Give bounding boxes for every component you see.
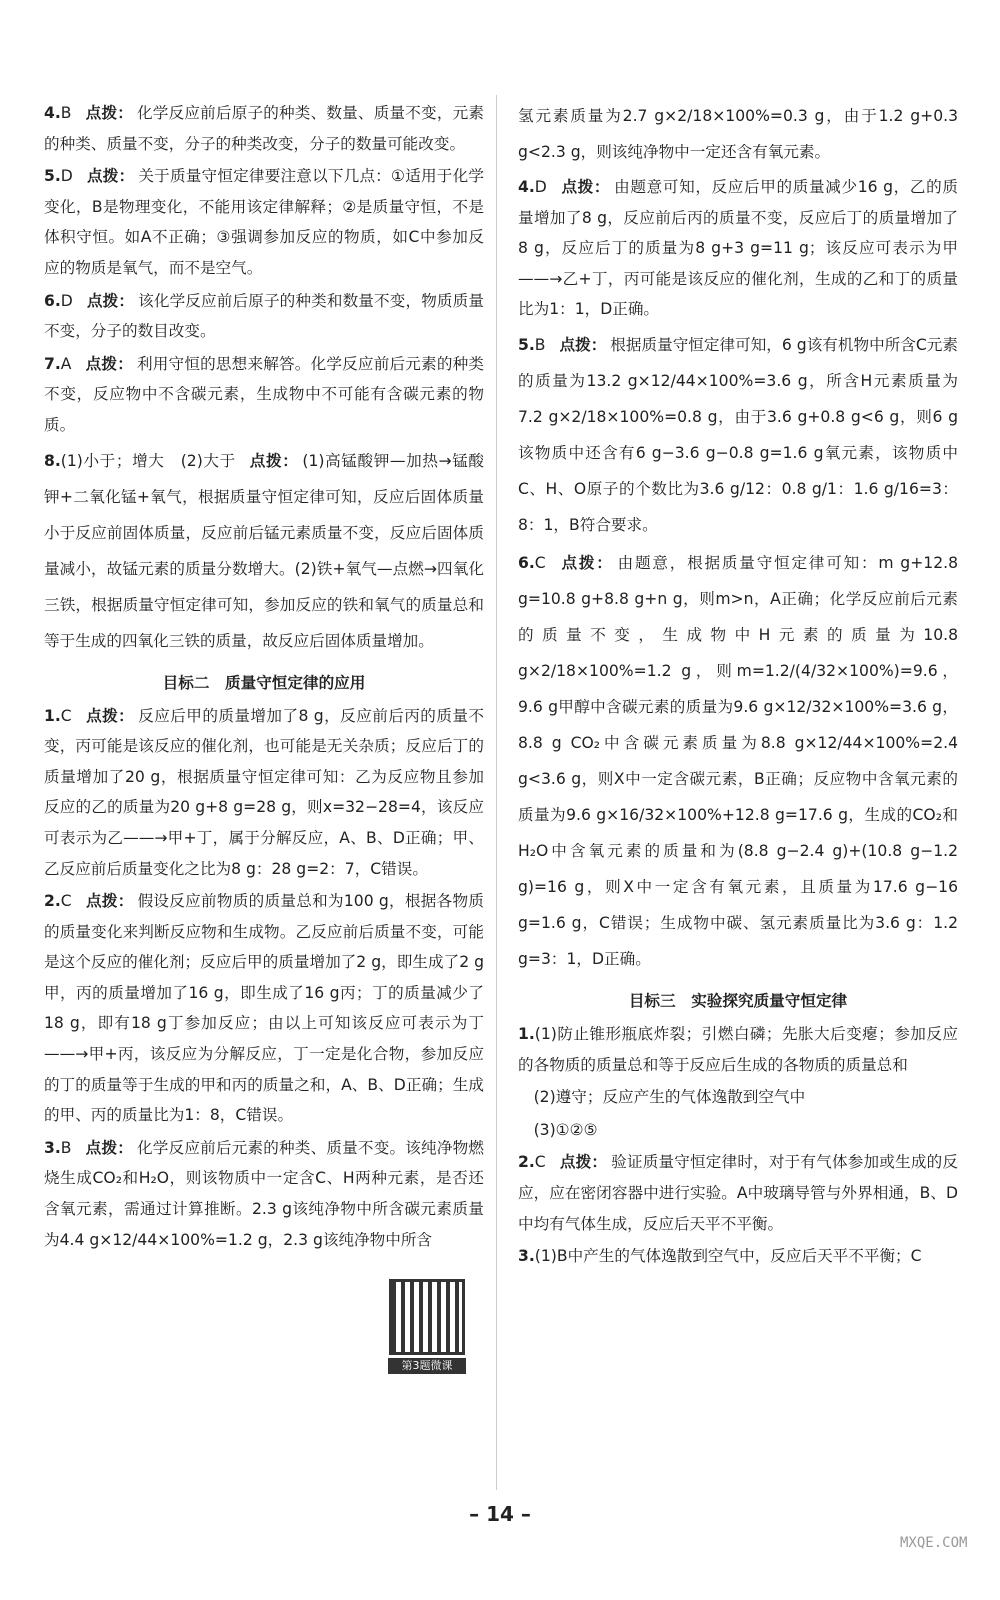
tip-label: 点拨： — [559, 1153, 608, 1172]
answer-item-s2-4 — [518, 172, 958, 325]
item-text: (3)①②⑤ — [533, 1120, 598, 1139]
item-answer: B — [60, 1138, 72, 1157]
answer-item-s2-2 — [44, 886, 484, 1131]
item-answer: B — [534, 335, 546, 354]
answer-item-s2-3 — [44, 1133, 484, 1255]
item-number: 1. — [518, 1024, 535, 1043]
item-number: 6. — [44, 291, 61, 310]
qr-label: 第3题微课 — [388, 1358, 466, 1374]
answer-item-s2-1 — [44, 701, 484, 885]
item-answer: (1)小于；增大 (2)大于 — [60, 451, 236, 470]
answer-item-s2-5 — [518, 327, 958, 543]
item-text: (1)防止锥形瓶底炸裂；引燃白磷；先胀大后变瘪；参加反应的各物质的质量总和等于反应后生成的各物质的质量总和 — [518, 1024, 958, 1074]
item-text: 该化学反应前后原子的种类和数量不变，物质质量不变，分子的数目改变。 — [44, 291, 484, 341]
tip-label: 点拨： — [249, 451, 299, 470]
answer-item-s2-3-cont — [518, 98, 958, 170]
item-text: 化学反应前后元素的种类、质量不变。该纯净物燃烧生成CO₂和H₂O，则该物质中一定含C、H两种元素，是否还含氧元素，需通过计算推断。2.3 g该纯净物中所含碳元素质量为4.4 g×12/44×100%=1.2 g，2.3 g该纯净物中所含 — [44, 1138, 484, 1249]
item-text: (1)B中产生的气体逸散到空气中，反应后天平不平衡；C — [534, 1247, 922, 1266]
item-text: 根据质量守恒定律可知，6 g该有机物中所含C元素的质量为13.2 g×12/44×100%=3.6 g，所含H元素质量为7.2 g×2/18×100%=0.8 g，由于3.6 g+0.8 g<6 g，则6 g该物质中还含有6 g−3.6 g−0.8 g=1.6 g氧元素，该物质中C、H、O原子的个数比为3.6 g/12：0.8 g/1：1.6 g/16=3：8：1，B符合要求。 — [518, 335, 958, 534]
item-number: 5. — [518, 335, 535, 354]
answer-item-4 — [44, 98, 484, 159]
watermark: MXQE.COM — [900, 1535, 968, 1551]
item-text: 由题意，根据质量守恒定律可知：m g+12.8 g=10.8 g+8.8 g+n g，则m>n，A正确；化学反应前后元素的质量不变，生成物中H元素的质量为10.8 g×2/18×100%=1.2 g，则m=1.2/(4/32×100%)=9.6，9.6 g甲醇中含碳元素的质量为9.6 g×12/32×100%=3.6 g，8.8 g CO₂中含碳元素质量为8.8 g×12/44×100%=2.4 g<3.6 g，则X中一定含碳元素，B正确；反应物中含氧元素的质量为9.6 g×16/32×100%+12.8 g=17.6 g，生成的CO₂和H₂O中含氧元素的质量和为(8.8 g−2.4 g)+(10.8 g−1.2 g)=16 g，则X中一定含有氧元素，且质量为17.6 g−16 g=1.6 g，C错误；生成物中碳、氢元素质量比为3.6 g：1.2 g=3：1，D正确。 — [518, 553, 958, 968]
item-answer: D — [60, 167, 73, 186]
item-text: 利用守恒的思想来解答。化学反应前后元素的种类不变，反应物中不含碳元素，生成物中不可能有含碳元素的物质。 — [44, 354, 484, 434]
item-answer: A — [60, 354, 72, 373]
item-text: 假设反应前物质的质量总和为100 g，根据各物质的质量变化来判断反应物和生成物。乙反应前后质量不变，可能是这个反应的催化剂；反应后甲的质量增加了2 g，即生成了2 g甲，丙的质量增加了16 g，即生成了16 g丙；丁的质量减少了18 g，即有18 g丁参加反应；由以上可知该反应可表示为丁——→甲+丙，该反应为分解反应，丁一定是化合物，参加反应的丁的质量等于生成的甲和丙的质量之和，A、B、D正确；生成的甲、丙的质量比为1：8，C错误。 — [44, 892, 484, 1125]
item-text: 关于质量守恒定律要注意以下几点：①适用于化学变化，B是物理变化，不能用该定律解释；②是质量守恒，不是体积守恒。如A不正确；③强调参加反应的物质，如C中参加反应的物质是氧气，而不是空气。 — [44, 167, 484, 277]
item-answer: D — [60, 291, 73, 310]
item-text: (1)高锰酸钾—加热→锰酸钾+二氧化锰+氧气，根据质量守恒定律可知，反应后固体质量小于反应前固体质量，反应前后锰元素质量不变，反应后固体质量减小，故锰元素的质量分数增大。(2)铁+氧气—点燃→四氧化三铁，根据质量守恒定律可知，参加反应的铁和氧气的质量总和等于生成的四氧化三铁的质量，故反应后固体质量增加。 — [44, 451, 484, 650]
qr-code[interactable] — [384, 1279, 470, 1375]
item-number: 2. — [44, 892, 61, 911]
section-heading-3: 目标三 实验探究质量守恒定律 — [628, 991, 848, 1010]
item-number: 4. — [44, 104, 61, 122]
item-number: 5. — [44, 167, 61, 186]
item-text: 验证质量守恒定律时，对于有气体参加或生成的反应，应在密闭容器中进行实验。A中玻璃导管与外界相通，B、D中均有气体生成，反应后天平不平衡。 — [518, 1153, 958, 1233]
item-number: 4. — [518, 178, 535, 196]
left-column — [44, 98, 484, 1255]
item-answer: C — [534, 553, 546, 572]
item-text: 氢元素质量为2.7 g×2/18×100%=0.3 g，由于1.2 g+0.3 g<2.3 g，则该纯净物中一定还含有氧元素。 — [518, 107, 958, 161]
item-text: 化学反应前后原子的种类、数量、质量不变，元素的种类、质量不变，分子的种类改变，分子的数量可能改变。 — [44, 104, 484, 153]
tip-label: 点拨： — [85, 1138, 134, 1157]
answer-item-5 — [44, 161, 484, 283]
item-number: 7. — [44, 354, 61, 373]
tip-label: 点拨： — [86, 291, 135, 310]
answer-item-s2-6 — [518, 545, 958, 977]
item-number: 6. — [518, 553, 535, 572]
answer-item-s3-2 — [518, 1147, 958, 1239]
tip-label: 点拨： — [85, 354, 133, 373]
item-answer: C — [60, 706, 72, 725]
section-heading-2: 目标二 质量守恒定律的应用 — [162, 673, 366, 692]
item-number: 2. — [518, 1153, 535, 1172]
item-number: 3. — [44, 1138, 61, 1157]
tip-label: 点拨： — [560, 178, 611, 196]
column-divider — [496, 95, 497, 1490]
qr-code-icon — [389, 1279, 465, 1355]
right-column — [518, 98, 958, 1272]
answer-item-s3-1 — [518, 1019, 958, 1080]
item-number: 8. — [44, 451, 61, 470]
tip-label: 点拨： — [85, 104, 134, 122]
tip-label: 点拨： — [86, 167, 135, 186]
tip-label: 点拨： — [559, 335, 607, 354]
item-text: 反应后甲的质量增加了8 g，反应前后丙的质量不变，丙可能是该反应的催化剂，也可能是无关杂质；反应后丁的质量增加了20 g，根据质量守恒定律可知：乙为反应物且参加反应的乙的质量为20 g+8 g=28 g，则x=32−28=4，该反应可表示为乙——→甲+丁，属于分解反应，A、B、D正确；甲、乙反应前后质量变化之比为8 g：28 g=2：7，C错误。 — [44, 706, 484, 878]
answer-item-s3-1-3 — [518, 1115, 958, 1146]
tip-label: 点拨： — [559, 553, 614, 572]
item-text: 由题意可知，反应后甲的质量减少16 g，乙的质量增加了8 g，反应前后丙的质量不变，反应后丁的质量增加了8 g，反应后丁的质量为8 g+3 g=11 g；该反应可表示为甲——→乙+丁，丙可能是该反应的催化剂，生成的乙和丁的质量比为1：1，D正确。 — [518, 178, 958, 319]
item-number: 3. — [518, 1247, 535, 1266]
item-answer: D — [534, 178, 547, 196]
answer-item-s3-3 — [518, 1241, 958, 1272]
item-answer: B — [60, 104, 72, 122]
tip-label: 点拨： — [85, 892, 134, 911]
item-answer: C — [60, 892, 72, 911]
answer-item-6 — [44, 286, 484, 347]
item-answer: C — [534, 1153, 546, 1172]
item-number: 1. — [44, 706, 61, 725]
page-number: – 14 – — [469, 1502, 531, 1526]
answer-item-8 — [44, 443, 484, 659]
tip-label: 点拨： — [85, 706, 135, 725]
answer-item-7 — [44, 349, 484, 441]
answer-item-s3-1-2 — [518, 1082, 958, 1113]
item-text: (2)遵守；反应产生的气体逸散到空气中 — [533, 1088, 806, 1107]
